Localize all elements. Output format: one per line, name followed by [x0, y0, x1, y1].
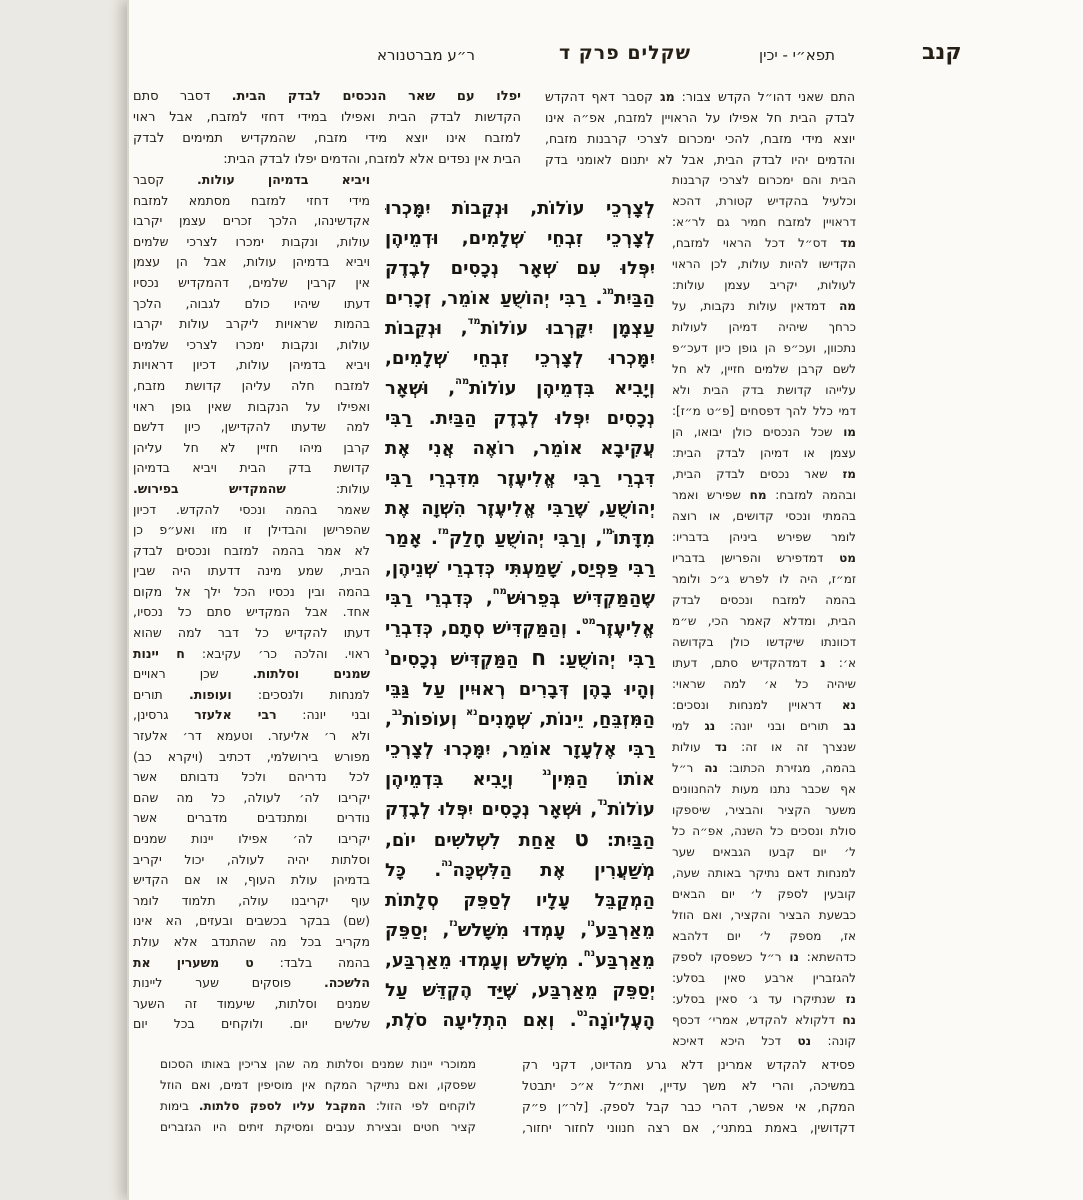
page-number: קנב	[922, 40, 962, 65]
text-line: דִּבְרֵי רַבִּי אֱלִיעֶזֶר מִדִּבְרֵי רַבִּי	[385, 468, 655, 489]
text-line: זמ״ז, היה לו לפרש ג״כ ולומר	[672, 572, 856, 586]
note-reference-mark: נט	[576, 1007, 588, 1019]
text-line: עצמן או דמיהן לבדק הבית:	[672, 446, 856, 460]
note-reference-mark: מח	[492, 585, 507, 597]
text-line: הלשכה. פוסקים שער ליינות	[133, 975, 370, 991]
bold-heading: נג	[704, 719, 716, 733]
text-line: שהפרישן והבדילן זו מזו ואע״פ כן	[133, 522, 370, 538]
text-line: רַבִּי יְהוֹשֻׁעַ: ח הַמַּקְדִּישׁ נְכָסִים$^נ$	[385, 646, 655, 671]
text-line: קדושת בדק הבית ויביא בדמיהן	[133, 460, 370, 476]
note-reference-mark: נג	[542, 766, 552, 778]
text-line: אין קרבין שלמים, דהמקדיש נכסיו	[133, 274, 370, 290]
text-line: במשיכה, והרי לא משך עדיין, ואת״ל א״כ יתבטל	[522, 1078, 855, 1093]
text-line: אוֹתוֹ הַמִּין$^{נג}$ וְיָבִיא בִּדְמֵיהֶן	[385, 766, 655, 790]
text-line: ובני יונה: רבי אלעזר גרסינן,	[133, 707, 370, 723]
text-line: הקדישו להיות עולות, לכן הראוי	[672, 257, 856, 271]
text-line: שמנים וסלתות, שיעמוד זה השער	[133, 995, 370, 1011]
bold-heading: ויביא בדמיהן עולות.	[197, 172, 370, 187]
text-line: וְיָבִיא בִּדְמֵיהֶן עוֹלוֹת$^{מה}$, וּשְׁאָר	[385, 375, 655, 399]
note-reference-mark: נו	[587, 917, 596, 929]
bold-heading: ט	[574, 827, 589, 852]
text-line: כרחך שיהיה דמיהן לעולות	[672, 320, 856, 334]
text-line: להגזברין ארבע סאין בסלע:	[672, 971, 856, 985]
note-reference-mark: נד	[597, 796, 608, 808]
bold-heading: נ	[820, 656, 826, 670]
text-line: ראוי. והלכה כר׳ עקיבא: ח יינות	[133, 645, 370, 661]
text-line: הבית אין נפדים אלא למזבח, והדמים יפלו לבדק הבית:	[223, 152, 521, 167]
bold-heading: נט	[797, 1034, 812, 1048]
text-line: לעולות, יקריב עצמן עולות:	[672, 278, 856, 292]
text-line: שמנים וסלתות. שכן ראויים	[133, 666, 370, 682]
text-line: עולות, ונקבות ימכרו לצרכי שלמים	[133, 336, 370, 352]
text-line: התם שאני דהו״ל הקדש צבור: מג קסבר דאף דהקדש	[545, 89, 855, 104]
bold-heading: נה	[704, 761, 718, 775]
text-line: מֵאַרְבַּע$^{נח}$. מִשָּׁלשׁ וְעָמְדוּ מֵאַרְבַּע,	[385, 947, 655, 971]
header-yachin-title: תפא״י - יכין	[759, 46, 835, 64]
note-reference-mark: נא	[465, 706, 478, 718]
bold-heading: מג	[660, 89, 675, 104]
header-chapter-title: שקלים פרק ד	[559, 42, 692, 64]
bold-heading: נו	[789, 950, 799, 964]
text-line: שאמר בהמה ונכסי להקדש. דכיון	[133, 501, 370, 517]
text-line: קובעין לספק ל׳ יום הבאים	[672, 887, 856, 901]
text-line: כבשעת הבציר והקציר, ואם הוזל	[672, 908, 856, 922]
text-line: פסידא להקדש אמרינן דלא גרע מהדיוט, דקני רק	[522, 1057, 855, 1072]
text-line: קציר חטים ובצירת ענבים ומסיקת זיתים היו הגזברים	[160, 1120, 476, 1134]
text-line: לְצָרְכֵי זִבְחֵי שְׁלָמִים, וּדְמֵיהֶן	[385, 228, 655, 249]
note-reference-mark: מד	[467, 315, 481, 327]
text-line: מידי דחזי למזבח מסתמא למזבח	[133, 192, 370, 208]
text-line: שֶׁהַמַּקְדִּישׁ בְּפֵרוּשׁ$^{מח}$, כְּדִבְרֵי רַבִּי	[385, 585, 655, 609]
text-line: נְכָסִים יִפְּלוּ לְבֶדֶק הַבַּיִת. רַבִּי	[385, 408, 655, 429]
text-line: א׳: נ דמדהקדיש סתם, דעתו	[672, 656, 856, 670]
text-line: לוקחים לפי הזול: המקבל עליו לספק סלתות. בימות	[160, 1099, 476, 1113]
bold-heading: ועופות.	[188, 686, 232, 702]
text-line: קרבן מיהו חזיין לא חל עליהן	[133, 439, 370, 455]
text-line: הקדשות לבדק הבית ואפילו במידי דחזי למזבח, אבל ראוי	[133, 110, 521, 125]
text-line: אֱלִיעֶזֶר$^{מט}$. וְהַמַּקְדִּישׁ סְתָם, כְּדִבְרֵי	[385, 615, 655, 639]
text-line: הַבַּיִת: ט אַחַת לִשְׁלשִׁים יוֹם,	[385, 827, 655, 852]
text-line: בהמה למזבח ונכסים לבדק	[672, 593, 856, 607]
text-line: בהמות שראויות ליקרב עולות יקרבו	[133, 316, 370, 332]
bold-heading: מז	[842, 467, 856, 481]
note-reference-mark: מט	[581, 615, 596, 627]
text-line: סולת ונסכים כל השנה, אפ״ה כל	[672, 824, 856, 838]
text-line: ולא ר׳ אליעזר. וטעמא דר׳ אלעזר	[133, 728, 370, 744]
yachin-commentary-column	[672, 170, 856, 1052]
text-line: וכלעיל בהקדיש קטורת, דהכא	[672, 194, 856, 208]
text-line: שלשים יום. ולוקחים בכל יום	[133, 1016, 370, 1032]
text-line: בהמה, מגזירת הכתוב: נה ר״ל	[672, 761, 856, 775]
text-line: לא אמר בהמה למזבח ונכסים לבדק	[133, 542, 370, 558]
text-line: מד דס״ל דכל הראוי למזבח,	[672, 236, 856, 250]
text-line: מו שכל הנכסים כולן יבואו, הן	[672, 425, 856, 439]
text-line: דקדושין, באמת במתני׳, אם רצה חנווני לחזור יחזור,	[522, 1120, 855, 1135]
bold-heading: ח	[531, 646, 547, 671]
text-line: ל׳ יום קבעו הגבאים שער	[672, 845, 856, 859]
text-line: בהמתי ונכסי קדושים, או רוצה	[672, 509, 856, 523]
note-reference-mark: מה	[455, 375, 470, 387]
bold-heading: מט	[839, 551, 856, 565]
bartenura-commentary-bottom-block	[160, 1054, 476, 1138]
bold-heading: הלשכה.	[323, 975, 370, 991]
text-line: הַמְקַבֵּל עָלָיו לְסַפֵּק סְלָתוֹת	[385, 890, 655, 911]
bold-heading: נב	[843, 719, 856, 733]
text-line: לשם קרבן שלמים חזיין, לא חל	[672, 362, 856, 376]
note-reference-mark: נח	[583, 947, 596, 959]
text-line: מז שאר נכסים לבדק הבית,	[672, 467, 856, 481]
text-line: עוֹלוֹת$^{נד}$, וּשְׁאָר נְכָסִים יִפְּלוּ לְבֶדֶק	[385, 796, 655, 820]
bold-heading: שהמקדיש בפירוש.	[133, 480, 286, 496]
note-reference-mark: נז	[449, 917, 458, 929]
text-line: אף שכבר נתנו מעות להחנוונים	[672, 782, 856, 796]
text-line: עֲקִיבָא אוֹמֵר, רוֹאֶה אֲנִי אֶת	[385, 438, 655, 459]
bold-heading: מו	[843, 425, 856, 439]
yachin-commentary-top-block	[545, 86, 855, 170]
text-line: מפורש בירושלמי, דכתיב (ויקרא כב)	[133, 748, 370, 764]
text-line: (שם) בבקר בכשבים ובעזים, הא אינו	[133, 913, 370, 929]
text-line: למנחות דאם נתיקר באותה שעה,	[672, 866, 856, 880]
text-line: ואפילו על הנקבות שאין גופן ראוי	[133, 398, 370, 414]
text-line: יְסַפֵּק מֵאַרְבַּע, שֶׁיַּד הֶקְדֵּשׁ עַל	[385, 980, 655, 1001]
yachin-commentary-bottom-block	[522, 1054, 855, 1138]
text-line: אחד. אבל המקדיש סתם כל נכסיו,	[133, 604, 370, 620]
note-reference-mark: מז	[437, 525, 449, 537]
text-line: יִמָּכְרוּ לְצָרְכֵי זִבְחֵי שְׁלָמִים,	[385, 348, 655, 369]
text-line: בהמה ובין נכסיו הכל ילך אל מקום	[133, 583, 370, 599]
text-line: ויביא בדמיהן עולות, אבל הן עצמן	[133, 254, 370, 270]
text-line: הַבַּיִת$^{מג}$. רַבִּי יְהוֹשֻׁעַ אוֹמֵר, זְכָרִים	[385, 285, 655, 309]
text-line: וְהָיוּ בָהֶן דְּבָרִים רְאוּיִין עַל גַּבֵּי	[385, 679, 655, 700]
text-line: למה שדעתו להקדישן, כיון דלשם	[133, 419, 370, 435]
text-line: בדמיהן עולת העוף, או אם הקדיש	[133, 872, 370, 888]
note-reference-mark: מו	[602, 525, 613, 537]
text-line: למנחות ולנסכים: ועופות. תורים	[133, 686, 370, 702]
bartenura-commentary-column	[133, 170, 370, 1035]
text-line: עולות: שהמקדיש בפירוש.	[133, 480, 370, 496]
text-line: ממוכרי יינות שמנים וסלתות מה שהן צריכין באותו הסכום	[160, 1057, 476, 1071]
text-line: כדהשתא: נו ר״ל כשפסקו לספק	[672, 950, 856, 964]
text-line: לְצָרְכֵי עוֹלוֹת, וּנְקֵבוֹת יִמָּכְרוּ	[385, 198, 655, 219]
text-line: מה דמדאין עולות נקבות, על	[672, 299, 856, 313]
text-line: יקריבו לה׳ לעולה, כל מה שהם	[133, 789, 370, 805]
note-reference-mark: מג	[602, 285, 615, 297]
text-line: למזבח חלה עליהן קדושת מזבח,	[133, 377, 370, 393]
text-line: הַמִּזְבֵּחַ, יֵינוֹת, שְׁמָנִים$^{נא}$ וְעוֹפוֹת$^{נב}$,	[385, 706, 655, 730]
bold-heading: נא	[841, 698, 856, 712]
text-line: לכל נדריהם ולכל נדבותם אשר	[133, 769, 370, 785]
text-line: לבדק הבית חל אפילו על הראויין למזבח, אפ״ה אינו	[545, 110, 855, 125]
text-line: משער הקציר והבציר, שיספקו	[672, 803, 856, 817]
text-line: עַצְמָן יִקָּרְבוּ עוֹלוֹת$^{מד}$, וּנְקֵבוֹת	[385, 315, 655, 339]
note-reference-mark: נ	[385, 646, 390, 658]
bold-heading: נד	[714, 740, 728, 754]
text-line: יקריבו לה׳ אפילו יינות שמנים	[133, 831, 370, 846]
text-line: מִדָּתוֹ$^{מו}$, וְרַבִּי יְהוֹשֻׁעַ חָלַק$^{מז}$. אָמַר	[385, 525, 655, 549]
text-line: למזבח אינו יוצא מידי מזבח, שהמקדיש תמימים לבדק	[133, 131, 521, 146]
text-line: רַבִּי אֶלְעָזָר אוֹמֵר, יִמָּכְרוּ לְצָרְכֵי	[385, 739, 655, 760]
text-line: יְהוֹשֻׁעַ, שֶׁרַבִּי אֱלִיעֶזֶר הִשְׁוָה אֶת	[385, 498, 655, 519]
text-line: שיהיה כל א׳ למה שראוי:	[672, 677, 856, 691]
text-line: דמי כלל להך דפסחים [פ״ט מ״ז]:	[672, 404, 856, 418]
text-line: בהמה בלבד: ט משערין את	[133, 954, 370, 970]
text-line: דכוונתו שיקדשו כולן בקדושה	[672, 635, 856, 649]
text-line: שפסקו, ואם נתייקר המקח אין מוסיפין דמים, ואם הוזל	[160, 1078, 476, 1092]
text-line: מט דמדפירש והפרישן בדבריו	[672, 551, 856, 565]
text-line: ובהמה למזבח: מח שפירש ואמר	[672, 488, 856, 502]
bold-heading: ח יינות	[133, 645, 185, 661]
bold-heading: ט משערין את	[133, 954, 254, 970]
text-line: לומר שפירש ביניהן בדבריו:	[672, 530, 856, 544]
text-line: יִפְּלוּ עִם שְׁאָר נְכָסִים לְבֶדֶק	[385, 258, 655, 279]
text-line: וסלתות יהיה לעולה, יכול יקריב	[133, 851, 370, 867]
bold-heading: שמנים וסלתות.	[252, 666, 370, 682]
note-reference-mark: נב	[391, 706, 403, 718]
text-line: יוצא מידי מזבח, להכי ימכרום לצרכי קרבנות מזבח,	[545, 131, 855, 146]
text-line: נתכוון, ועכ״פ הן גופן כיון דעכ״פ	[672, 341, 856, 355]
text-line: עוף יקריבנו עולה, תלמוד לומר	[133, 892, 370, 908]
text-line: והדמים יהיו לבדק הבית, אבל לא יתנום לאומני בדק	[545, 152, 855, 167]
text-line: מְשַׁעֲרִין אֶת הַלִּשְׁכָּה$^{נה}$. כָּל	[385, 857, 655, 881]
bold-heading: מח	[749, 488, 767, 502]
text-line: מקריב בכל מה שהתנדב אלא עולת	[133, 933, 370, 949]
text-line: דראויין למזבח חמיר גם לר״א:	[672, 215, 856, 229]
text-line: יפלו עם שאר הנכסים לבדק הבית. דסבר סתם	[133, 89, 521, 104]
text-line: עלייהו קדושת בדק הבית ולא	[672, 383, 856, 397]
text-line: הבית, ומדלא קאמר הכי, ש״מ	[672, 614, 856, 628]
text-line: נב תורים ובני יונה: נג למי	[672, 719, 856, 733]
text-line: הבית, שמע מינה דדעתו היה שבין	[133, 563, 370, 579]
text-line: עולות, ונקבות ימכרו לצרכי שלמים	[133, 233, 370, 249]
bold-heading: מה	[839, 299, 856, 313]
text-line: שנצרך זה או זה: נד עולות	[672, 740, 856, 754]
note-reference-mark: נה	[441, 857, 453, 869]
bold-heading: מד	[840, 236, 856, 250]
mishnah-text-column	[385, 194, 655, 1036]
text-line: ויביא בדמיהן עולות, דכיון דראויות	[133, 357, 370, 373]
text-line: ויביא בדמיהן עולות. קסבר	[133, 172, 370, 187]
header-bartenura-title: ר״ע מברטנורא	[377, 46, 475, 64]
bold-heading: המקבל עליו לספק סלתות.	[198, 1099, 366, 1113]
text-line: המקח, אי אפשר, דהרי כבר קבל לספק. [לר״ן פ״ק	[522, 1099, 855, 1114]
text-line: נח דלקולא להקדש, אמרי׳ דכסף	[672, 1013, 856, 1027]
text-line: רַבִּי פַּפְיַס, שָׁמַעְתִּי כְּדִבְרֵי שְׁנֵיהֶן,	[385, 558, 655, 579]
text-line: הבית והם ימכרום לצרכי קרבנות	[672, 173, 856, 187]
text-line: דעתו להקדיש כל דבר למה שהוא	[133, 625, 370, 641]
text-line: אז, מספק ל׳ יום דלהבא	[672, 929, 856, 943]
text-line: אקדשינהו, הלכך זכרים עצמן יקרבו	[133, 213, 370, 229]
bold-heading: רבי אלעזר	[194, 707, 277, 723]
bold-heading: נח	[842, 1013, 856, 1027]
text-line: נודרים ומתנדבים מדברים אשר	[133, 810, 370, 826]
text-line: קונה: נט דכל היכא דאיכא	[672, 1034, 856, 1048]
text-line: נז שנתיקרו עד ג׳ סאין בסלע:	[672, 992, 856, 1006]
text-line: מֵאַרְבַּע$^{נו}$, עָמְדוּ מִשָּׁלשׁ$^{נז}$, יְסַפֵּק	[385, 917, 655, 941]
text-line: הָעֶלְיוֹנָה$^{נט}$. וְאִם הִתְלִיעָה סֹלֶת,	[385, 1007, 655, 1031]
bold-heading: יפלו עם שאר הנכסים לבדק הבית.	[231, 89, 521, 104]
bold-heading: נז	[845, 992, 856, 1006]
bartenura-commentary-top-block	[133, 86, 521, 170]
text-line: נא דראויין למנחות ונסכים:	[672, 698, 856, 712]
text-line: דעתו שיהיו כולם לגבוה, הלכך	[133, 295, 370, 311]
